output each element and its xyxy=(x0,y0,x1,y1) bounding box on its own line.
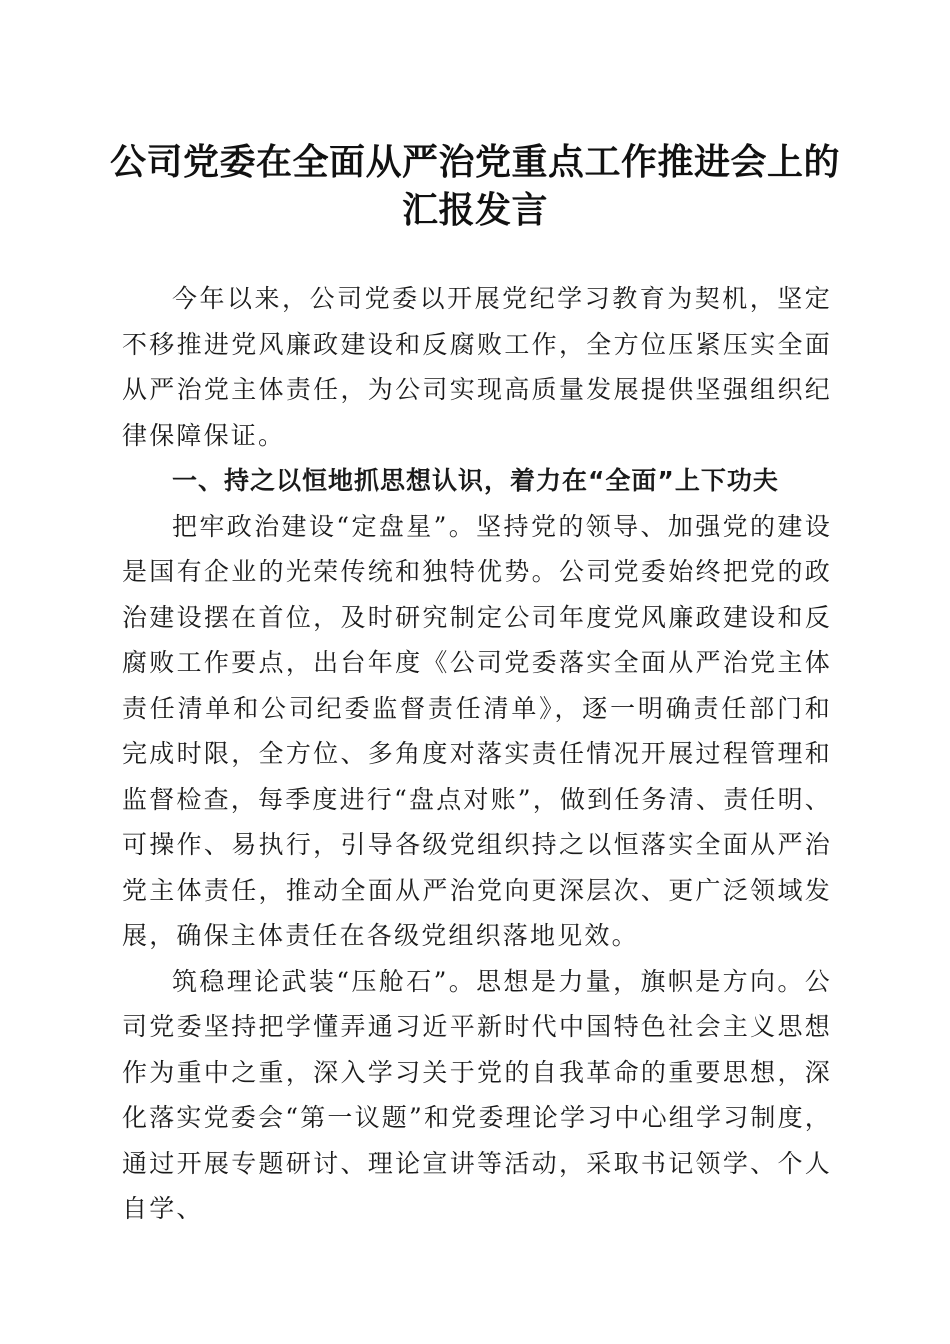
paragraph-political-building: 把牢政治建设“定盘星”。坚持党的领导、加强党的建设是国有企业的光荣传统和独特优势。公司党委始终把党的政治建设摆在首位，及时研究制定公司年度党风廉政建设和反腐败工作要点，出台年度《公司党委落实全面从严治党主体责任清单和公司纪委监督责任清单》，逐一明确责任部门和完成时限，全方位、多角度对落实责任情况开展过程管理和监督检查，每季度进行“盘点对账”，做到任务清、责任明、可操作、易执行，引导各级党组织持之以恒落实全面从严治党主体责任，推动全面从严治党向更深层次、更广泛领域发展，确保主体责任在各级党组织落地见效。 xyxy=(122,511,832,950)
paragraph-intro: 今年以来，公司党委以开展党纪学习教育为契机，坚定不移推进党风廉政建设和反腐败工作，全方位压紧压实全面从严治党主体责任，为公司实现高质量发展提供坚强组织纪律保障保证。 xyxy=(122,284,832,450)
document-body xyxy=(122,276,832,1232)
title-line-1: 公司党委在全面从严治党重点工作推进会上的 xyxy=(109,141,840,183)
title-line-2: 汇报发言 xyxy=(401,189,548,231)
paragraph-theory-armament: 筑稳理论武装“压舱石”。思想是力量，旗帜是方向。公司党委坚持把学懂弄通习近平新时代中国特色社会主义思想作为重中之重，深入学习关于党的自我革命的重要思想，深化落实党委会“第一议题”和党委理论学习中心组学习制度，通过开展专题研讨、理论宣讲等活动，采取书记领学、个人自学、 xyxy=(122,966,832,1223)
document-title xyxy=(100,138,850,234)
section-heading-1: 一、持之以恒地抓思想认识，着力在“全面”上下功夫 xyxy=(172,466,779,495)
